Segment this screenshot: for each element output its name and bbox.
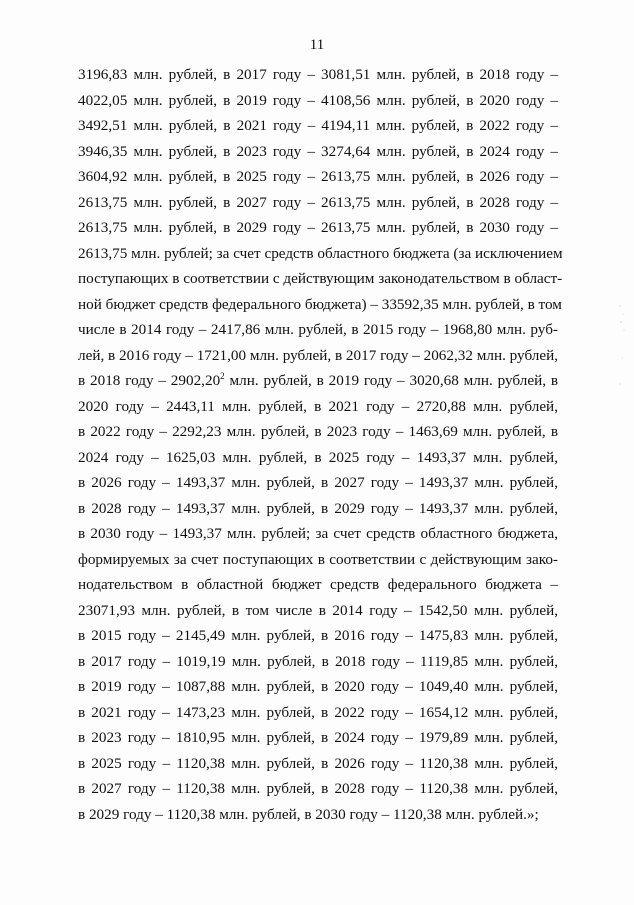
page-number: 11 [309,37,325,53]
text-line: в 2030 году – 1493,37 млн. рублей; за счет средств областного бюджета, [78,525,558,542]
text-line: в 2023 году – 1810,95 млн. рублей, в 2024 году – 1979,89 млн. рублей, [78,729,558,746]
text-line: 4022,05 млн. рублей, в 2019 году – 4108,56 млн. рублей, в 2020 году – [78,91,558,109]
text-line: в 2027 году – 1120,38 млн. рублей, в 2028 году – 1120,38 млн. рублей, [78,780,558,797]
text-line: числе в 2014 году – 2417,86 млн. рублей, в 2015 году – 1968,80 млн. руб- [78,321,558,338]
text-line: в 2015 году – 2145,49 млн. рублей, в 2016 году – 1475,83 млн. рублей, [78,627,558,644]
text-line: нодательством в областной бюджет средств федерального бюджета – [78,576,558,593]
text-line: формируемых за счет поступающих в соответствии с действующим зако- [78,550,558,568]
text-line: 3946,35 млн. рублей, в 2023 году – 3274,64 млн. рублей, в 2024 году – [78,142,558,160]
text-line: в 2029 году – 1120,38 млн. рублей, в 2030 году – 1120,38 млн. рублей.»; [78,805,539,823]
text-segment: в 2018 году – 2902,20 [78,372,221,389]
text-line: в 2019 году – 1087,88 млн. рублей, в 2020 году – 1049,40 млн. рублей, [78,678,558,695]
text-line: 3196,83 млн. рублей, в 2017 году – 3081,51 млн. рублей, в 2018 году – [78,66,558,83]
text-line: в 2028 году – 1493,37 млн. рублей, в 2029 году – 1493,37 млн. рублей, [78,499,558,517]
text-line: 2613,75 млн. рублей, в 2029 году – 2613,75 млн. рублей, в 2030 году – [78,219,558,236]
text-line: в 2021 году – 1473,23 млн. рублей, в 2022 году – 1654,12 млн. рублей, [78,703,558,721]
text-line: в 2025 году – 1120,38 млн. рублей, в 2026 году – 1120,38 млн. рублей, [78,754,558,772]
body-text [78,62,563,827]
text-line: 3492,51 млн. рублей, в 2021 году – 4194,11 млн. рублей, в 2022 году – [78,117,558,134]
text-line: в 2022 году – 2292,23 млн. рублей, в 2023 году – 1463,69 млн. рублей, в [78,423,558,440]
text-line: в 2026 году – 1493,37 млн. рублей, в 2027 году – 1493,37 млн. рублей, [78,474,558,491]
text-line: 2024 году – 1625,03 млн. рублей, в 2025 году – 1493,37 млн. рублей, [78,448,558,466]
text-line: в 2017 году – 1019,19 млн. рублей, в 2018 году – 1119,85 млн. рублей, [78,652,558,670]
text-line: 23071,93 млн. рублей, в том числе в 2014 году – 1542,50 млн. рублей, [78,601,558,619]
text-line: лей, в 2016 году – 1721,00 млн. рублей, в 2017 году – 2062,32 млн. рублей, [78,346,559,364]
text-segment: млн. рублей, в 2019 году – 3020,68 млн. рублей, в [224,372,558,389]
footnote-superscript: 2 [220,370,225,381]
text-line: поступающих в соответствии с действующим законодательством в област- [78,270,563,287]
text-line: 3604,92 млн. рублей, в 2025 году – 2613,75 млн. рублей, в 2026 году – [78,168,558,185]
text-line: 2020 году – 2443,11 млн. рублей, в 2021 году – 2720,88 млн. рублей, [78,397,558,415]
scan-noise-marks [616,300,628,400]
text-line: ной бюджет средств федерального бюджета) – 33592,35 млн. рублей, в том [78,295,562,313]
text-line: 2613,75 млн. рублей, в 2027 году – 2613,75 млн. рублей, в 2028 году – [78,193,558,211]
text-line: 2613,75 млн. рублей; за счет средств областного бюджета (за исключением [78,244,563,262]
text-line [78,368,558,394]
